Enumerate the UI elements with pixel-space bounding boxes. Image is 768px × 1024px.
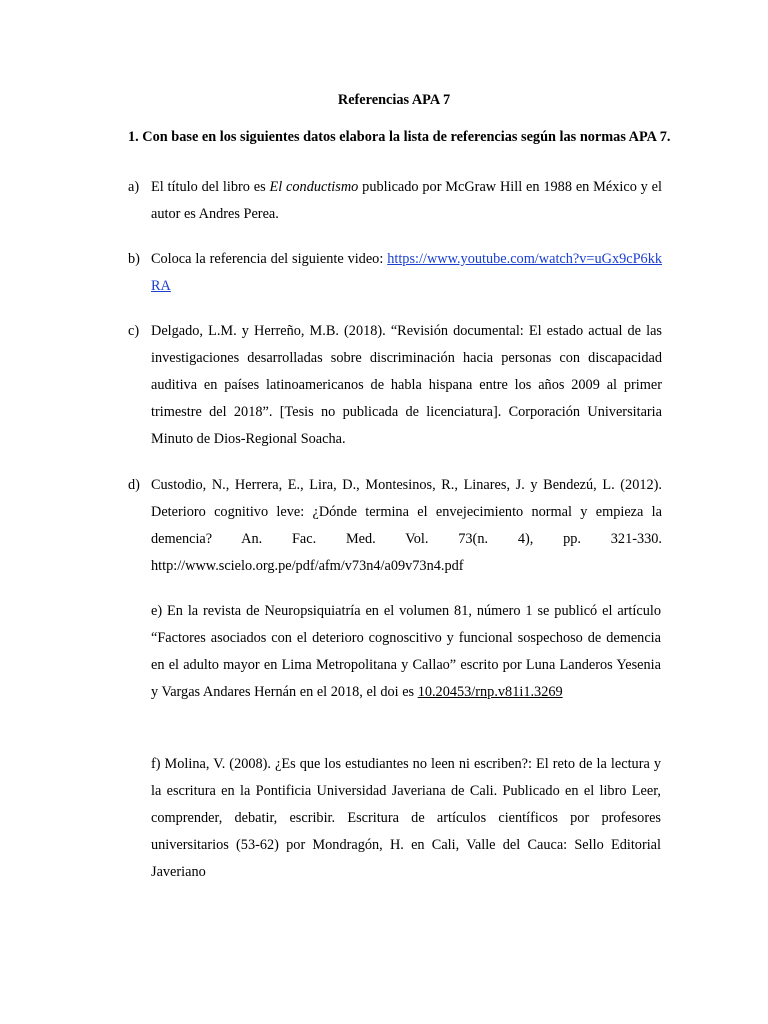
video-link[interactable]: https://www.youtube.com/watch?v=uGx9cP6kkRA (151, 251, 662, 294)
item-e-text: e) En la revista de Neuropsiquiatría en el volumen 81, número 1 se publicó el artículo “Factores asociados con el deterioro cognoscitivo y funcional sospechoso de demencia en el adulto mayor en Lima Metropolitana y Callao” escrito por Luna Landeros Yesenia y Vargas Andares Hernán en el 2018, el doi es (151, 603, 661, 700)
item-a-text-after: publicado por McGraw Hill en 1988 en México y el autor es Andres Perea. (151, 179, 662, 222)
list-item-d (128, 472, 662, 580)
document-title: Referencias APA 7 (337, 92, 451, 108)
item-b-text-label: Coloca la referencia del siguiente video: (151, 251, 388, 267)
list-item-c (128, 318, 662, 453)
item-a-text-before: El título del libro es (151, 179, 270, 195)
list-marker-c: c) (128, 323, 140, 339)
item-f-text: f) Molina, V. (2008). ¿Es que los estudiantes no leen ni escriben?: El reto de la lectura y la escritura en la Pontificia Universidad Javeriana de Cali. Publicado en el libro Leer, comprender, debatir, escribir. Escritura de artículos científicos por profesores universitarios (53-62) por Mondragón, H. en Cali, Valle del Cauca: Sello Editorial Javeriano (151, 756, 661, 880)
list-item-b (128, 246, 662, 300)
list-marker-a: a) (128, 179, 140, 195)
doi-link[interactable]: 10.20453/rnp.v81i1.3269 (417, 684, 563, 700)
item-b-text (151, 246, 662, 300)
item-d-text (151, 472, 662, 580)
item-c-text: Delgado, L.M. y Herreño, M.B. (2018). “Revisión documental: El estado actual de las investigaciones desarrolladas sobre discriminación hacia personas con discapacidad auditiva en países latinoamericanos de habla hispana entre los años 2009 al primer trimestre del 2018”. [Tesis no publicada de licenciatura]. Corporación Universitaria Minuto de Dios-Regional Soacha. (151, 323, 662, 447)
list-item-a (128, 174, 662, 228)
item-d-citation: Custodio, N., Herrera, E., Lira, D., Montesinos, R., Linares, J. y Bendezú, L. (2012). Deterioro cognitivo leve: ¿Dónde termina el envejecimiento normal y empieza la demencia? An. Fac. Med. Vol. 73(n. 4), pp. 321-330. (151, 477, 662, 547)
instruction-heading: 1. Con base en los siguientes datos elabora la lista de referencias según las normas APA 7. (128, 129, 671, 145)
item-d-url: http://www.scielo.org.pe/pdf/afm/v73n4/a09v73n4.pdf (151, 558, 464, 574)
list-marker-d: d) (128, 477, 140, 493)
list-marker-b: b) (128, 251, 140, 267)
item-a-text (151, 174, 662, 228)
list-item-f (151, 751, 661, 886)
book-title: El conductismo (269, 179, 359, 195)
list-item-e (151, 598, 661, 706)
